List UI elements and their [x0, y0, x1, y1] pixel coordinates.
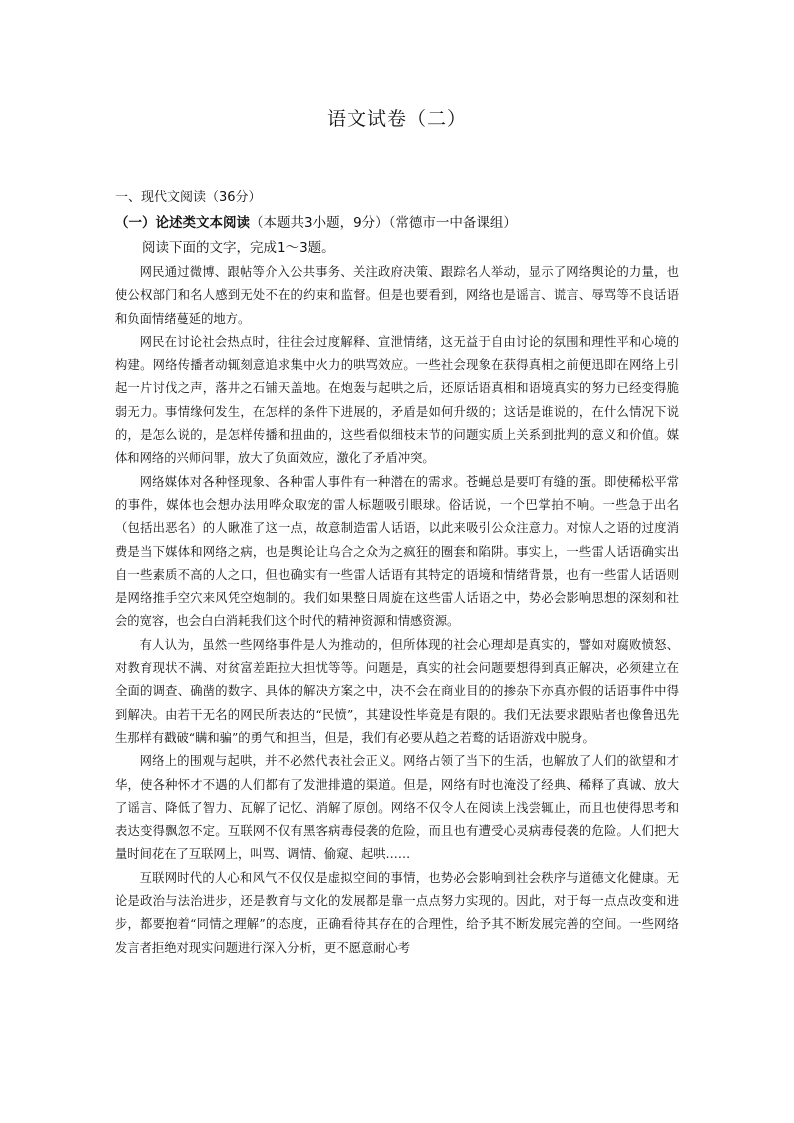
section-heading: 一、现代文阅读（36分）	[115, 190, 262, 205]
article-paragraph: 网民在讨论社会热点时，往往会过度解释、宣泄情绪，这无益于自由讨论的氛围和理性平和心境的构建。网络传播者动辄刻意追求集中火力的哄骂效应。一些社会现象在获得真相之前便迅即在网络上引起一片讨伐之声，落井之石铺天盖地。在炮轰与起哄之后，还原话语真相和语境真实的努力已经变得脆弱无力。事情缘何发生，在怎样的条件下进展的，矛盾是如何升级的；这话是谁说的，在什么情况下说的，是怎么说的，是怎样传播和扭曲的，这些看似细枝末节的问题实质上关系到批判的意义和价值。媒体和网络的兴师问罪，放大了负面效应，激化了矛盾冲突。	[115, 334, 679, 466]
article-paragraph: 网络媒体对各种怪现象、各种雷人事件有一种潜在的需求。苍蝇总是要叮有缝的蛋。即使稀松平常的事件，媒体也会想办法用哗众取宠的雷人标题吸引眼球。俗话说，一个巴掌拍不响。一些急于出名（包括出恶名）的人瞅准了这一点，故意制造雷人话语，以此来吸引公众注意力。对惊人之语的过度消费是当下媒体和网络之病，也是舆论让乌合之众为之疯狂的圈套和陷阱。事实上，一些雷人话语确实出自一些素质不高的人之口，但也确实有一些雷人话语有其特定的语境和情绪背景，也有一些雷人话语则是网络推手空穴来风凭空炮制的。我们如果整日周旋在这些雷人话语之中，势必会影响思想的深刻和社会的宽容，也会白白消耗我们这个时代的精神资源和情感资源。	[115, 474, 679, 629]
subsection-heading	[115, 211, 517, 231]
article-paragraph: 有人认为，虽然一些网络事件是人为推动的，但所体现的社会心理却是真实的，譬如对腐败愤怒、对教育现状不满、对贫富差距拉大担忧等等。问题是，真实的社会问题要想得到真正解决，必须建立在全面的调查、确凿的数字、具体的解决方案之中，决不会在商业目的的掺杂下亦真亦假的话语事件中得到解决。由若干无名的网民所表达的“民愤”，其建设性毕竟是有限的。我们无法要求跟贴者也像鲁迅先生那样有戳破“瞒和骗”的勇气和担当，但是，我们有必要从趋之若鹜的话语游戏中脱身。	[115, 637, 679, 745]
article-paragraph: 网络上的围观与起哄，并不必然代表社会正义。网络占领了当下的生活，也解放了人们的欲望和才华，使各种怀才不遇的人们都有了发泄排遣的渠道。但是，网络有时也淹没了经典、稀释了真诚、放大了谣言、降低了智力、瓦解了记忆、消解了原创。网络不仅令人在阅读上浅尝辄止，而且也使得思考和表达变得飘忽不定。互联网不仅有黑客病毒侵袭的危险，而且也有遭受心灵病毒侵袭的危险。人们把大量时间花在了互联网上，叫骂、调情、偷窥、起哄……	[115, 754, 679, 862]
subsection-number: （一）	[115, 215, 156, 231]
article-body	[115, 261, 679, 960]
reading-instruction: 阅读下面的文字，完成1～3题。	[142, 240, 335, 256]
subsection-info: （本题共3小题，9分）（常德市一中备课组）	[250, 215, 517, 231]
subsection-name: 论述类文本阅读	[155, 215, 250, 231]
article-paragraph: 互联网时代的人心和风气不仅仅是虚拟空间的事情，也势必会影响到社会秩序与道德文化健康。无论是政治与法治进步，还是教育与文化的发展都是靠一点点努力实现的。因此，对于每一点点改变和进步，都要抱着“同情之理解”的态度，正确看待其存在的合理性，给予其不断发展完善的空间。一些网络发言者拒绝对现实问题进行深入分析，更不愿意耐心考	[115, 870, 679, 955]
page-title: 语文试卷（二）	[326, 108, 467, 130]
article-paragraph: 网民通过微博、跟帖等介入公共事务、关注政府决策、跟踪名人举动，显示了网络舆论的力量，也使公权部门和名人感到无处不在的约束和监督。但是也要看到，网络也是谣言、谎言、辱骂等不良话语和负面情绪蔓延的地方。	[115, 265, 679, 326]
